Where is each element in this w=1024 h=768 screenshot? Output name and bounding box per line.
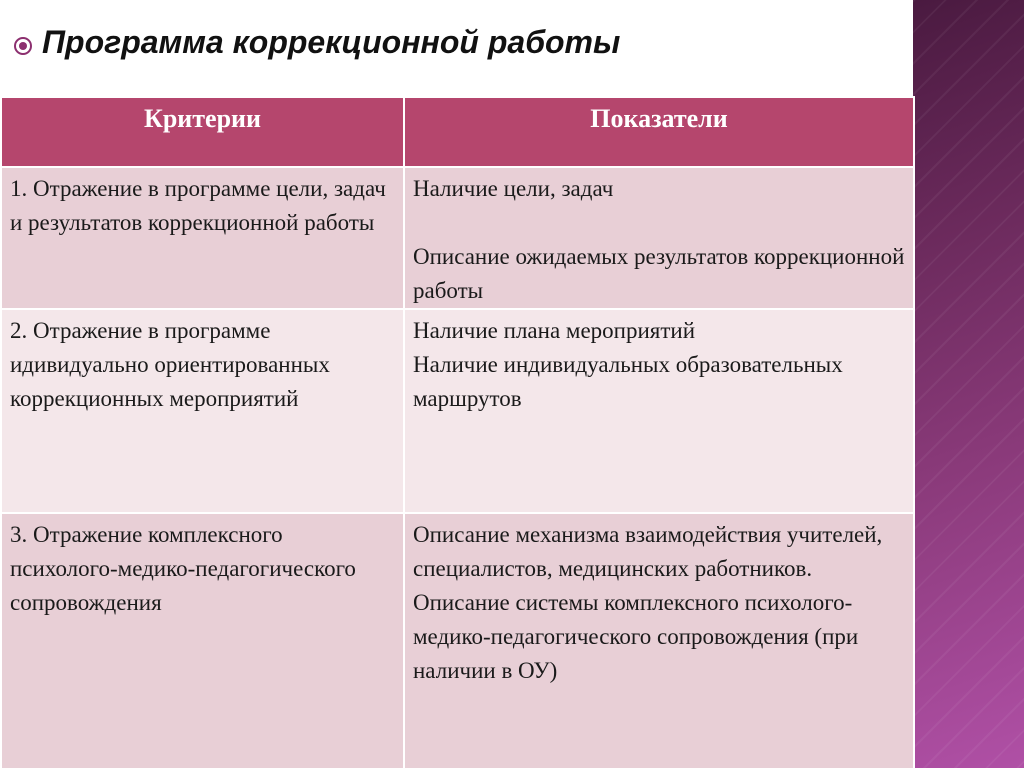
page-title: Программа коррекционной работы	[42, 24, 621, 60]
indicator-text: Наличие индивидуальных образовательных маршрутов	[413, 352, 843, 411]
table-header-row	[1, 97, 914, 167]
table-row	[1, 167, 914, 309]
indicator-text: Наличие плана мероприятий	[413, 318, 696, 343]
indicator-text: Описание ожидаемых результатов коррекционной работы	[413, 244, 905, 303]
criterion-cell: 2. Отражение в программе идивидуально ориентированных коррекционных мероприятий	[1, 309, 404, 513]
table-row	[1, 309, 914, 513]
bullet-icon	[14, 37, 32, 55]
title-area	[0, 0, 913, 96]
table-row	[1, 513, 914, 768]
indicator-text: Описание механизма взаимодействия учителей, специалистов, медицинских работников.	[413, 522, 883, 581]
criterion-cell: 3. Отражение комплексного психолого-медико-педагогического сопровождения	[1, 513, 404, 768]
indicator-text: Описание системы комплексного психолого-медико-педагогического сопровождения (при наличии в ОУ)	[413, 590, 859, 683]
indicator-spacer	[413, 206, 905, 240]
indicator-text: Наличие цели, задач	[413, 176, 614, 201]
decorative-side-band	[913, 0, 1024, 768]
indicators-cell	[404, 513, 914, 768]
indicators-cell	[404, 167, 914, 309]
criteria-table	[0, 96, 915, 768]
column-header-indicators: Показатели	[404, 97, 914, 167]
indicators-cell	[404, 309, 914, 513]
column-header-criteria: Критерии	[1, 97, 404, 167]
criterion-cell: 1. Отражение в программе цели, задач и результатов коррекционной работы	[1, 167, 404, 309]
